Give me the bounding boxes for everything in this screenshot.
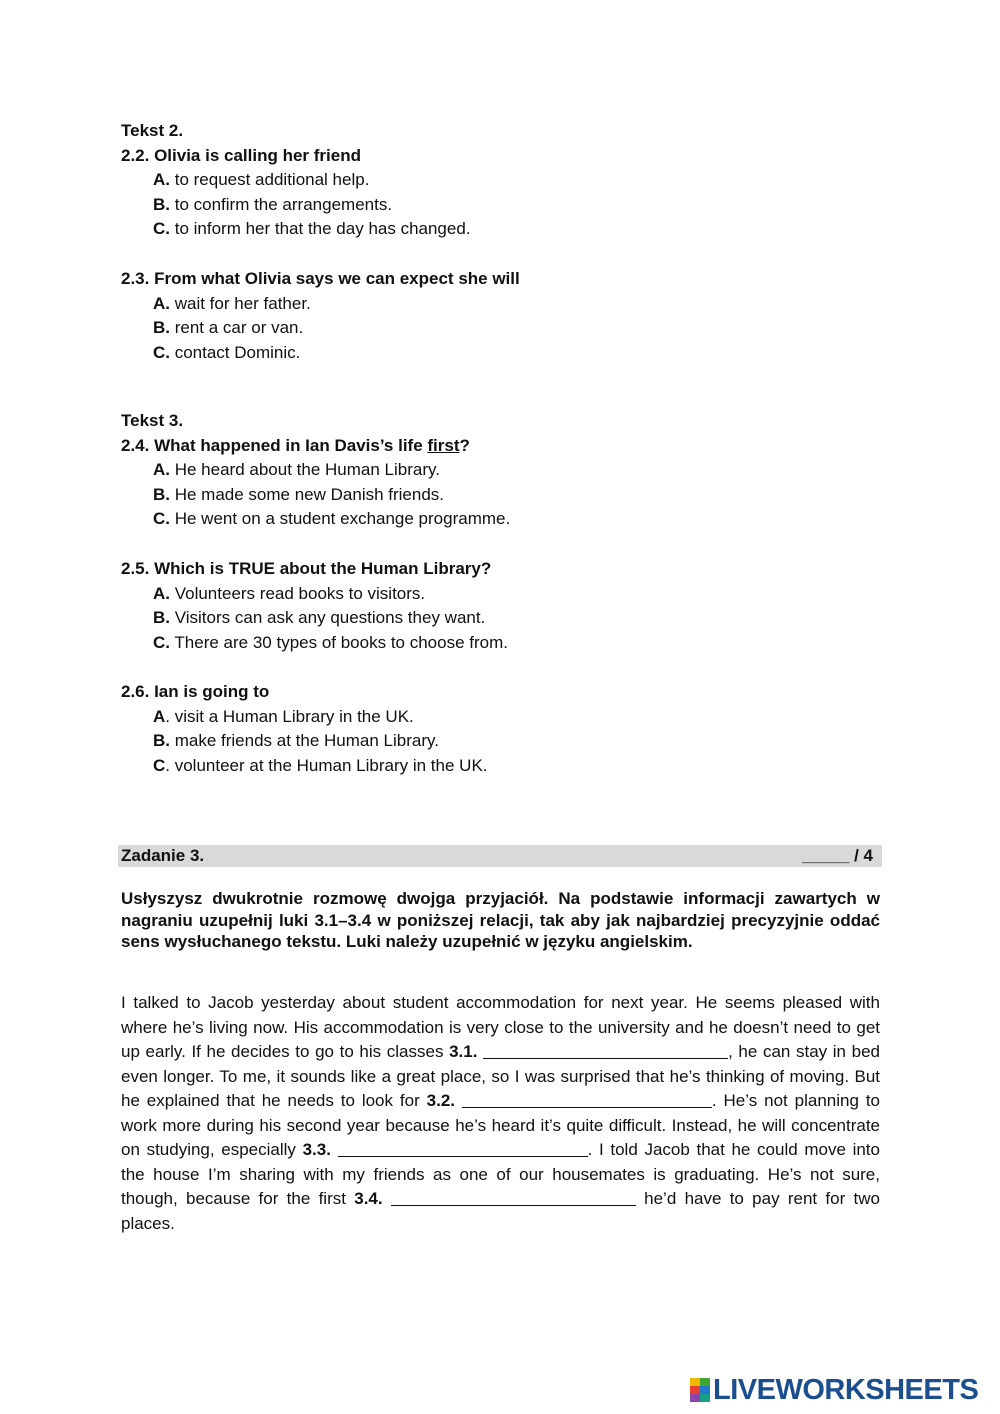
paragraph-text: I talked to Jacob yesterday about student accommodation for next year. He seems pleased with where he’s living now. His accommodation is very close to the university and he doesn’t need to get up early. If he decides to go to his classes	[121, 993, 880, 1061]
liveworksheets-logo[interactable]	[690, 1373, 978, 1407]
option-2-2-b[interactable]	[121, 193, 880, 218]
option-2-4-b[interactable]	[121, 483, 880, 508]
task3-score: _____ / 4	[802, 846, 873, 865]
gap-3-1-input[interactable]	[483, 1042, 728, 1059]
option-text: wait for her father.	[170, 293, 311, 313]
text2-section	[121, 119, 880, 242]
task3-instructions: Usłyszysz dwukrotnie rozmowę dwojga przyjaciół. Na podstawie informacji zawartych w nagraniu uzupełnij luki 3.1–3.4 w poniższej relacji, tak aby jak najbardziej precyzyjnie oddać sens wysłuchanego tekstu. Luki należy uzupełnić w języku angielskim.	[121, 889, 880, 952]
gap-label-3-4: 3.4.	[354, 1189, 383, 1208]
option-letter: C.	[153, 219, 170, 239]
task3-header	[118, 845, 882, 867]
gap-label-3-3: 3.3.	[302, 1140, 331, 1159]
option-letter: B.	[153, 194, 170, 214]
option-text: contact Dominic.	[170, 342, 301, 362]
option-text: rent a car or van.	[170, 318, 304, 338]
question-emphasis: first	[427, 435, 460, 455]
question-2-6: 2.6. Ian is going to	[121, 682, 270, 701]
option-letter: B.	[153, 318, 170, 338]
option-2-4-c[interactable]	[121, 507, 880, 532]
option-text: There are 30 types of books to choose from.	[170, 632, 508, 652]
option-letter: A.	[153, 170, 170, 190]
question-2-3: 2.3. From what Olivia says we can expect she will	[121, 269, 520, 288]
option-letter: A.	[153, 460, 170, 480]
option-2-2-a[interactable]	[121, 168, 880, 193]
option-letter: A	[153, 706, 166, 726]
option-2-2-c[interactable]	[121, 217, 880, 242]
option-2-5-a[interactable]	[121, 582, 880, 607]
option-text: Volunteers read books to visitors.	[170, 583, 426, 603]
question-2-5-block	[121, 557, 880, 655]
task3-paragraph	[121, 991, 880, 1236]
option-letter: C.	[153, 509, 170, 529]
question-2-2: 2.2. Olivia is calling her friend	[121, 145, 361, 165]
option-letter: C.	[153, 342, 170, 362]
option-text: Visitors can ask any questions they want.	[170, 608, 486, 628]
gap-label-3-2: 3.2.	[426, 1091, 455, 1110]
option-letter: B.	[153, 484, 170, 504]
question-2-3-block	[121, 267, 880, 365]
option-2-3-c[interactable]	[121, 341, 880, 366]
option-letter: A.	[153, 293, 170, 313]
option-2-5-c[interactable]	[121, 631, 880, 656]
text3-heading: Tekst 3.	[121, 411, 184, 430]
option-2-3-b[interactable]	[121, 316, 880, 341]
option-letter: C.	[153, 632, 170, 652]
liveworksheets-logo-icon	[690, 1378, 710, 1402]
gap-3-3-input[interactable]	[338, 1140, 588, 1157]
question-2-4	[121, 434, 880, 459]
option-2-6-a[interactable]	[121, 705, 880, 730]
paragraph-text: he’d have to pay rent for two places.	[121, 1189, 880, 1233]
paragraph-text: , he can stay in bed even longer. To me, it sounds like a great place, so I was surprised that he’s thinking of moving. But he explained that he needs to look for	[121, 1042, 880, 1110]
option-letter: A.	[153, 583, 170, 603]
option-text: to confirm the arrangements.	[170, 194, 393, 214]
option-text: He went on a student exchange programme.	[170, 509, 511, 529]
option-text: make friends at the Human Library.	[170, 731, 439, 751]
task3-title: Zadanie 3.	[121, 846, 205, 865]
text2-heading: Tekst 2.	[121, 121, 184, 140]
gap-3-2-input[interactable]	[462, 1091, 712, 1108]
logo-text: LIVEWORKSHEETS	[713, 1373, 979, 1406]
paragraph-text: . I told Jacob that he could move into the house I’m sharing with my friends as one of our housemates is graduating. He’s not sure, though, because for the first	[121, 1140, 880, 1208]
option-2-4-a[interactable]	[121, 458, 880, 483]
question-text: 2.4. What happened in Ian Davis’s life	[121, 435, 428, 455]
option-2-6-c[interactable]	[121, 754, 880, 779]
option-text: He made some new Danish friends.	[170, 484, 445, 504]
option-text: to request additional help.	[170, 170, 370, 190]
option-2-3-a[interactable]	[121, 292, 880, 317]
option-letter: B.	[153, 608, 170, 628]
question-2-6-block	[121, 680, 880, 778]
option-letter: B.	[153, 731, 170, 751]
option-text: . visit a Human Library in the UK.	[165, 706, 414, 726]
option-text: He heard about the Human Library.	[170, 460, 440, 480]
gap-3-4-input[interactable]	[391, 1189, 636, 1206]
option-text: . volunteer at the Human Library in the UK.	[165, 755, 488, 775]
option-text: to inform her that the day has changed.	[170, 219, 471, 239]
option-letter: C	[153, 755, 166, 775]
gap-label-3-1: 3.1.	[449, 1042, 478, 1061]
question-mark: ?	[459, 435, 470, 455]
text3-section	[121, 409, 880, 532]
question-2-5: 2.5. Which is TRUE about the Human Library?	[121, 559, 492, 578]
paragraph-text: . He’s not planning to work more during his second year because he’s heard it’s quite difficult. Instead, he will concentrate on studying, especially	[121, 1091, 880, 1159]
option-2-6-b[interactable]	[121, 729, 880, 754]
option-2-5-b[interactable]	[121, 606, 880, 631]
